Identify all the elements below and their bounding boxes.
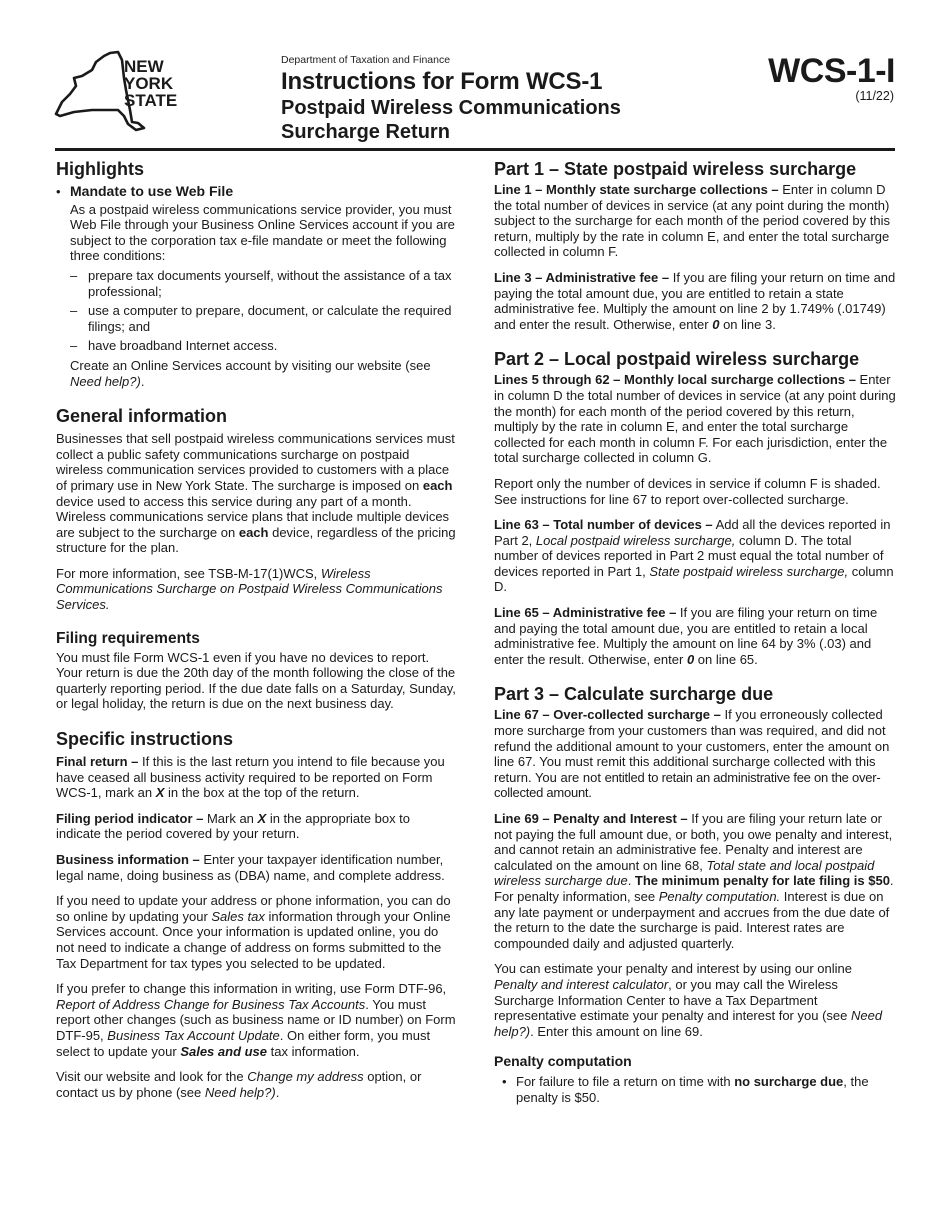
text: on line 3. [719,316,776,332]
text: , or you may call the Wireless Surcharge Information Center to have a Tax Department representative estimate your penalty and interest for you (see [494,976,851,1024]
part-2-heading: Part 2 – Local postpaid wireless surcharge [494,349,860,370]
condition-item [70,338,456,354]
subtitle-line-1: Postpaid Wireless Communications [281,97,621,119]
svg-text:STATE: STATE [124,91,178,110]
penalty-computation-link[interactable]: Penalty computation. [658,888,781,904]
label: Line 63 – Total number of devices – [494,517,713,533]
text: Interest is due on any late payment or underpayment and accrues from the due date of the return to the date the surcharge is paid. Interest rates are compounded daily and adjusted quarterly. [494,888,890,951]
highlight-bullet-title: Mandate to use Web File [70,183,234,199]
text: . On either form, you must select to update your [56,1027,431,1059]
document-header [0,0,950,152]
revision-date: (11/22) [855,89,894,103]
line-63-paragraph [494,517,896,595]
text: in the appropriate box to indicate the period covered by your return. [56,810,411,842]
condition-text: prepare tax documents yourself, without the assistance of a tax professional; [88,267,452,299]
text: Enter your taxpayer identification number, legal name, doing business as (DBA) name, and complete address. [56,852,445,883]
emphasis: Sales tax [211,908,265,924]
text: entitled to retain an administrative fee on the over-collected amount. [494,769,881,801]
part-title: Local postpaid wireless surcharge, [535,532,736,548]
text: information through your Online Services account. Once your information is updated online, you do not need to indicate a change of address on forms submitted to the Tax Department for tax types you selected to be updated. [56,908,451,971]
emphasis: each [422,477,453,493]
condition-text: have broadband Internet access. [88,338,278,354]
need-help-link[interactable]: Need help?) [494,1008,883,1039]
part-title: State postpaid wireless surcharge, [649,563,849,579]
text: If you erroneously collected more surcharge from your customers than was required, and did not refund the additional amount to your customers, enter the amount on line 67. You must remit this additional surcharge collected with this return. You are not [494,707,890,785]
text: option, or contact us by phone (see [56,1069,422,1100]
text: For failure to file a return on time with [516,1074,735,1090]
more-info-paragraph [56,566,456,613]
form-title: Business Tax Account Update [107,1027,280,1043]
text: If this is the last return you intend to file because you have ceased all business activity required to be reported on Form WCS-1, mark an [56,754,445,801]
penalty-text [516,1074,896,1105]
text: on line 65. [694,651,758,667]
condition-text: use a computer to prepare, document, or calculate the required filings; and [88,303,452,334]
filing-text: You must file Form WCS-1 even if you have no devices to report. Your return is due the 20th day of the month following the close of the quarterly reporting period. If the due date falls on a Saturday, Sunday, or legal holiday, the return is due on the next business day. [56,649,456,712]
part-2-section [494,348,896,667]
text: Enter in column D the total number of devices in service (at any point during the month) subject to the surcharge for each month of the period covered by this return, multiply by the rate in column E, and enter the total surcharge collected in column F. [494,182,891,260]
page-title: Instructions for Form WCS-1 [281,68,603,95]
change-address-link[interactable]: Change my address [247,1069,364,1085]
emphasis: The minimum penalty for late filing is $50 [634,873,890,889]
text: Visit our website and look for the [56,1069,248,1085]
general-heading: General information [56,406,228,427]
left-column [56,158,456,1110]
text: in the box at the top of the return. [164,785,360,801]
filing-period-paragraph [56,811,456,842]
emphasis: each [238,524,269,540]
text: . [627,873,635,889]
text: If you are filing your return on time and paying the total amount due, you are entitled to retain a local administrative fee. Multiply the amount on line 64 by 3% (.03) and enter the result. Otherwise, enter [494,605,878,667]
part-3-section [494,683,896,1105]
label: Line 65 – Administrative fee – [494,605,677,621]
text: Add all the devices reported in Part 2, [494,517,891,548]
new-york-state-logo [52,50,192,132]
label: Line 3 – Administrative fee – [494,269,670,285]
text: tax information. [267,1043,360,1059]
form-id: WCS-1-I [768,52,895,90]
line-65-paragraph [494,605,896,667]
filing-requirements-section [56,629,456,712]
update-address-paragraph [56,893,456,971]
filing-heading: Filing requirements [56,629,200,647]
zero-value: 0 [712,316,720,332]
text: Enter in column D the total number of devices in service (at any point during the month) for each month of the period covered by this return, multiply by the rate in column E, and enter the total surcharge collected for each month in column F. For each jurisdiction, enter the total surcharge collected in column G. [494,372,896,466]
lines-5-62-paragraph [494,372,896,466]
specific-heading: Specific instructions [56,729,234,750]
specific-instructions-section [56,728,456,1100]
dash-icon: – [70,267,78,283]
bullet-icon: • [56,184,61,199]
form-title: Report of Address Change for Business Tax Accounts [56,996,366,1012]
visit-website-paragraph [56,1069,456,1100]
line-67-paragraph [494,707,896,801]
label: Business information – [56,852,200,867]
general-information-section [56,405,456,613]
create-account-text [70,358,456,389]
part-3-heading: Part 3 – Calculate surcharge due [494,684,774,705]
penalty-heading: Penalty computation [494,1053,632,1070]
dash-icon: – [70,338,78,354]
label: Line 69 – Penalty and Interest – [494,811,688,826]
business-information-paragraph [56,852,456,883]
line-1-paragraph [494,182,896,260]
line-title: Total state and local postpaid wireless surcharge due [494,857,875,889]
page-subtitle [281,96,621,144]
x-mark: X [257,810,267,826]
text: If you are filing your return late or not paying the full amount due, or both, you owe penalty and interest, and cannot retain an administrative fee. Penalty and interest are calculated on the amount on line 68, [494,811,893,873]
need-help-link[interactable]: Need help?) [204,1084,276,1100]
general-text: Businesses that sell postpaid wireless communications services must collect a public safety communications surcharge on postpaid wireless communication services provided to customers with a place of primary use in New York State. The surcharge is imposed on [56,431,455,493]
dash-icon: – [70,303,78,319]
text: . You must report other changes (such as business name or ID number) on Form DTF-95, [56,996,456,1043]
text: , the penalty is $50. [516,1074,869,1105]
label: Line 67 – Over-collected surcharge – [494,707,721,723]
label: Filing period indicator – [56,810,204,826]
text: column D. The total number of devices reported in Part 2 must equal the total number of devices reported in Part 1, [494,532,884,579]
text: If you are filing your return on time and paying the total amount due, you are entitled to retain a state administrative fee. Multiply the amount on line 2 by 1.749% (.01749) and enter the result. Otherwise, enter [494,269,896,332]
condition-item [70,268,456,299]
emphasis: no surcharge due [734,1074,844,1090]
x-mark: X [155,785,165,801]
part-1-heading: Part 1 – State postpaid wireless surcharge [494,159,857,179]
change-in-writing-paragraph [56,981,456,1059]
zero-value: 0 [686,651,695,667]
highlights-heading: Highlights [56,159,144,179]
general-paragraph [56,431,456,556]
svg-text:NEW: NEW [124,57,164,76]
text: column D. [494,563,894,595]
label: Final return – [56,754,139,770]
emphasis: Sales and use [180,1043,268,1059]
line-3-paragraph [494,270,896,332]
calculator-link[interactable]: Penalty and interest calculator [494,976,669,992]
svg-text:YORK: YORK [124,74,174,93]
general-text: device used to access this service during any part of a month. Wireless communications service plans that include multiple devices are subject to the surcharge on [56,493,450,540]
label: Line 1 – Monthly state surcharge collections – [494,182,779,197]
label: Lines 5 through 62 – Monthly local surcharge collections – [494,372,856,388]
right-column [494,158,896,1108]
highlights-section [56,158,456,389]
estimate-paragraph [494,961,896,1039]
highlight-intro: As a postpaid wireless communications service provider, you must Web File through your Business Online Services account if you are subject to the corporation tax e-file mandate or meet the following three conditions: [70,201,455,264]
text: . [275,1084,280,1100]
bullet-icon: • [502,1074,507,1090]
line-69-paragraph [494,811,896,951]
department-name: Department of Taxation and Finance [281,54,451,66]
text: . For penalty information, see [494,873,894,904]
final-return-paragraph [56,754,456,801]
condition-item [70,303,456,334]
create-text: Create an Online Services account by visiting our website (see [70,357,431,373]
general-text: device, regardless of the pricing structure for the plan. [56,524,456,556]
subtitle-line-2: Surcharge Return [281,121,450,143]
header-divider [55,148,895,151]
text: If you prefer to change this information in writing, use Form DTF-96, [56,981,447,997]
report-paragraph: Report only the number of devices in service if column F is shaded. See instructions for line 67 to report over-collected surcharge. [494,475,881,507]
create-end: . [140,373,145,389]
publication-title: Wireless Communications Surcharge on Postpaid Wireless Communications Services. [56,565,443,613]
text: You can estimate your penalty and interest by using our online [494,961,852,977]
need-help-link[interactable]: Need help?) [70,373,141,389]
text: If you need to update your address or phone information, you can do so online by updating your [56,893,451,924]
part-1-section [494,158,896,332]
penalty-bullet [502,1074,896,1105]
text: Mark an [203,810,258,826]
highlight-bullet [56,184,456,200]
more-info-text: For more information, see TSB-M-17(1)WCS, [56,565,321,581]
text: . Enter this amount on line 69. [530,1023,703,1039]
